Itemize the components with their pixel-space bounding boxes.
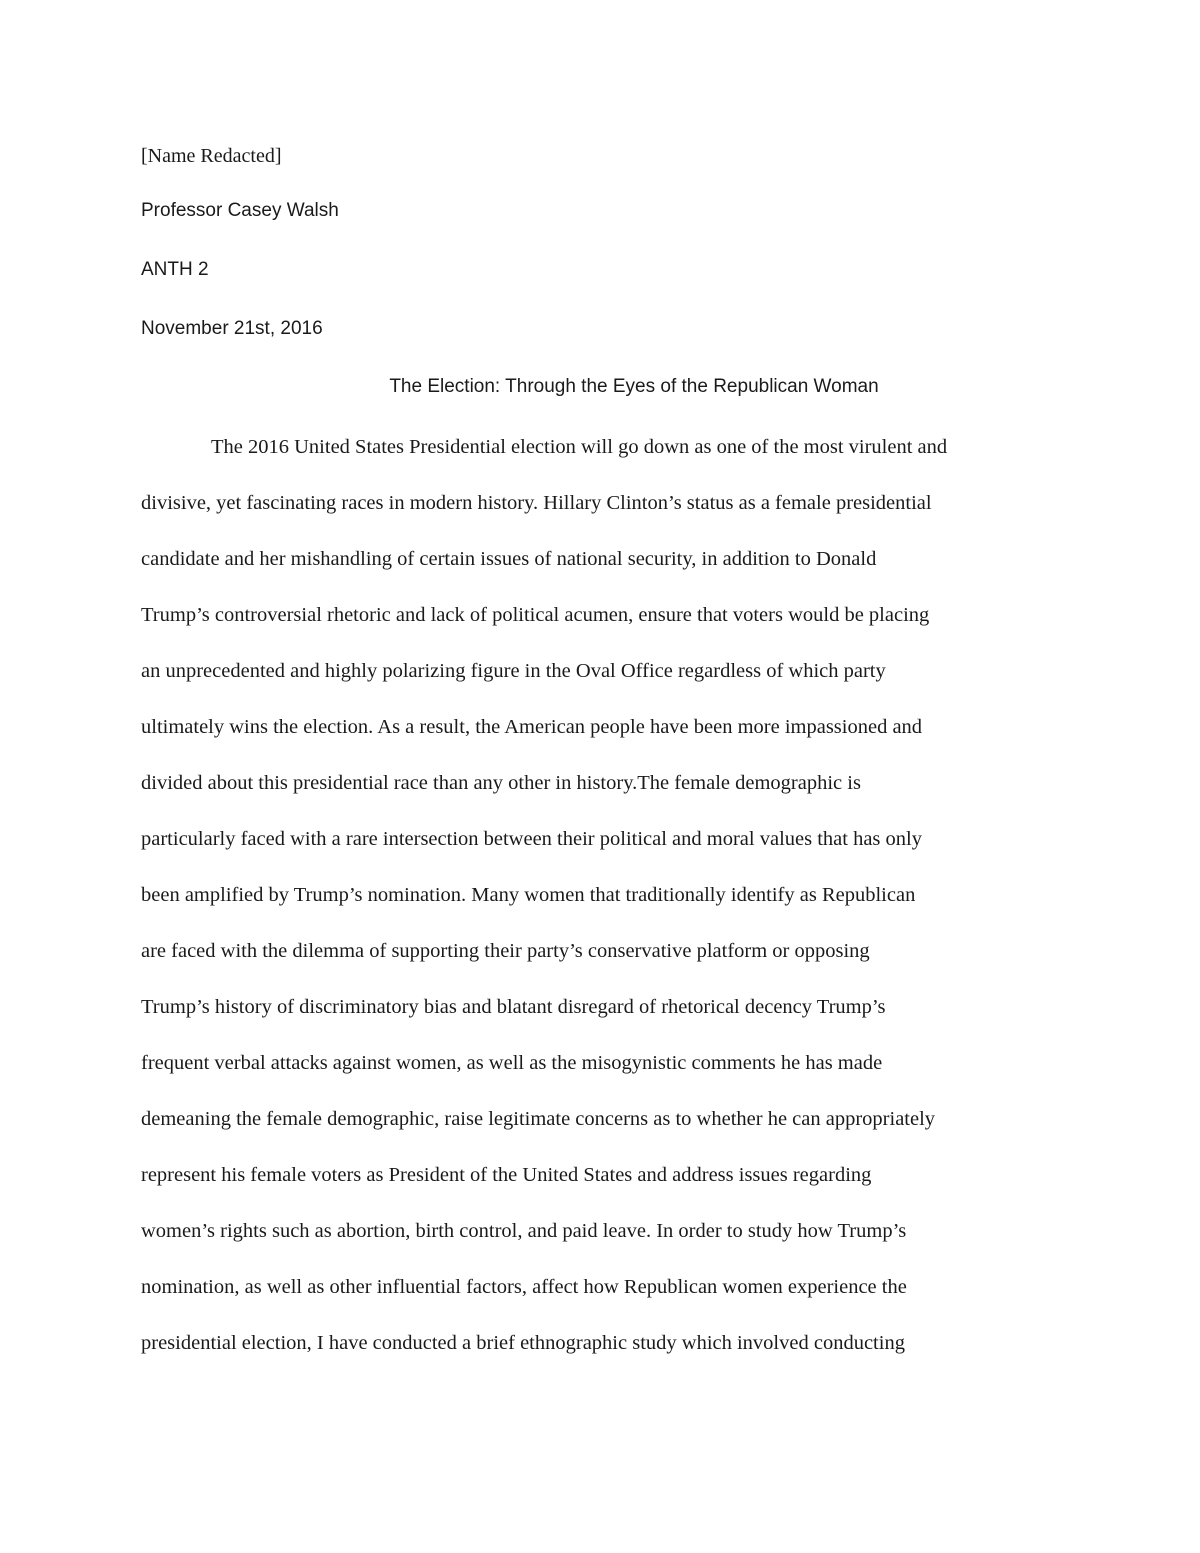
body-line: divided about this presidential race than any other in history.The female demographic is bbox=[141, 772, 861, 794]
body-line: frequent verbal attacks against women, as well as the misogynistic comments he has made bbox=[141, 1052, 883, 1074]
document-title: The Election: Through the Eyes of the Republican Woman bbox=[389, 376, 879, 397]
body-line: presidential election, I have conducted a brief ethnographic study which involved conducting bbox=[141, 1332, 905, 1354]
course-name: ANTH 2 bbox=[141, 259, 209, 280]
document-date: November 21st, 2016 bbox=[141, 318, 323, 339]
body-line: an unprecedented and highly polarizing figure in the Oval Office regardless of which party bbox=[141, 660, 886, 682]
professor-name: Professor Casey Walsh bbox=[141, 200, 339, 221]
body-line: divisive, yet fascinating races in modern history. Hillary Clinton’s status as a female presidential bbox=[141, 492, 932, 514]
body-line: nomination, as well as other influential factors, affect how Republican women experience the bbox=[141, 1276, 907, 1298]
student-name: [Name Redacted] bbox=[141, 145, 282, 167]
body-line: Trump’s history of discriminatory bias and blatant disregard of rhetorical decency Trump’s bbox=[141, 996, 886, 1018]
body-line: candidate and her mishandling of certain issues of national security, in addition to Donald bbox=[141, 548, 877, 570]
body-line: are faced with the dilemma of supporting their party’s conservative platform or opposing bbox=[141, 940, 870, 962]
body-line: demeaning the female demographic, raise legitimate concerns as to whether he can appropriately bbox=[141, 1108, 936, 1130]
body-line: particularly faced with a rare intersection between their political and moral values that has only bbox=[141, 828, 922, 850]
body-line: Trump’s controversial rhetoric and lack of political acumen, ensure that voters would be placing bbox=[141, 604, 930, 626]
body-line: women’s rights such as abortion, birth control, and paid leave. In order to study how Trump’s bbox=[141, 1220, 907, 1242]
body-line: ultimately wins the election. As a result, the American people have been more impassioned and bbox=[141, 716, 923, 738]
body-line: The 2016 United States Presidential election will go down as one of the most virulent and bbox=[211, 436, 948, 458]
body-line: represent his female voters as President of the United States and address issues regarding bbox=[141, 1164, 872, 1186]
body-line: been amplified by Trump’s nomination. Many women that traditionally identify as Republican bbox=[141, 884, 916, 906]
